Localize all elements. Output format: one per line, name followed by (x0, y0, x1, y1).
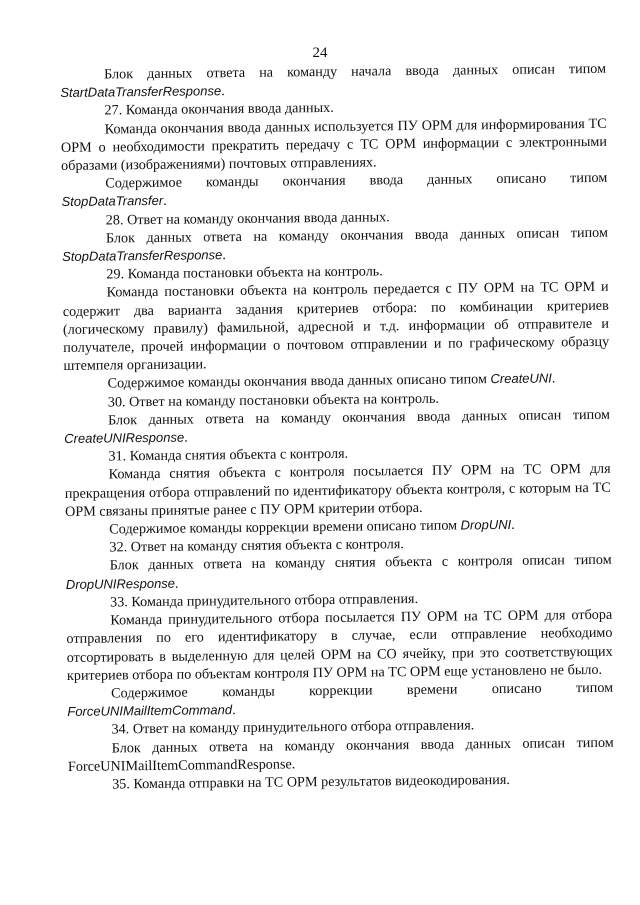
section-heading: 32. Ответ на команду снятия объекта с контроля. (109, 536, 405, 556)
type-name: CreateUNI (490, 370, 552, 387)
section-heading: 31. Команда снятия объекта с контроля. (108, 446, 349, 465)
paragraph: Блок данных ответа на команду окончания ввода данных описан типом (111, 734, 614, 756)
paragraph: Блок данных ответа на команду начала ввода данных описан типом (104, 60, 607, 83)
section-heading: 30. Ответ на команду постановки объекта на контроль. (107, 390, 440, 411)
paragraph: StopDataTransferResponse. (62, 247, 226, 265)
paragraph: DropUNIResponse. (65, 575, 179, 592)
paragraph: StopDataTransfer. (61, 193, 167, 210)
paragraph: Содержимое команды окончания ввода данных описано типом CreateUNI. (107, 370, 556, 392)
type-name: ForceUNIMailItemCommand (67, 702, 233, 720)
type-name: CreateUNIResponse (64, 429, 185, 447)
section-heading: 29. Команда постановки объекта на контроль. (106, 263, 383, 283)
type-name: StopDataTransfer (61, 193, 164, 210)
paragraph: Блок данных ответа на команду окончания ввода данных описан типом (105, 224, 609, 247)
section-heading: 28. Ответ на команду окончания ввода данных. (105, 208, 390, 229)
paragraph: Содержимое команды коррекции времени описано типом (111, 679, 614, 702)
section-heading: 33. Команда принудительного отбора отправления. (109, 590, 419, 611)
paragraph: ForceUNIMailItemCommand. (67, 702, 236, 720)
type-name: DropUNI (460, 516, 512, 533)
page-number: 24 (312, 45, 328, 61)
paragraph: StartDataTransferResponse. (60, 83, 225, 101)
paragraph: CreateUNIResponse. (64, 429, 188, 447)
paragraph: Блок данных ответа на команду снятия объекта с контроля описан типом (109, 552, 612, 574)
document-body (60, 60, 614, 794)
type-name: StartDataTransferResponse (60, 83, 222, 101)
paragraph: Команда постановки объекта на контроль передается с ПУ ОРМ на ТС ОРМ и содержит два варианта задания критериев отбора: по комбинации критериев (логическому правилу) фамильной, адресной и т.д. информации об отправителе и получателе, прочей информации о почтовом отправлении и по графическому образцу штемпеля организации. (62, 279, 610, 375)
section-heading: 27. Команда окончания ввода данных. (104, 100, 334, 119)
section-heading: 35. Команда отправки на ТС ОРМ результатов видеокодирования. (112, 771, 510, 793)
paragraph: Команда принудительного отбора посылается ПУ ОРМ на ТС ОРМ для отбора отправления по его идентификатору в случае, если отправление необходимо отсортировать в выделенную для целей ОРМ на СО ячейку, при это соответствующих критериев отбора по объектам контроля ПУ ОРМ на ТС ОРМ еще установлено не было. (66, 606, 613, 684)
paragraph: ForceUNIMailItemCommandResponse. (67, 756, 296, 775)
section-heading: 34. Ответ на команду принудительного отбора отправления. (111, 717, 475, 738)
paragraph: Команда снятия объекта с контроля посылается ПУ ОРМ на ТС ОРМ для прекращения отбора отправлений по идентификатору объекта контроля, с которым на ТС ОРМ связаны принятые ранее с ПУ ОРМ критерии отбора. (64, 461, 611, 520)
type-name: DropUNIResponse (65, 575, 176, 592)
type-name: StopDataTransferResponse (62, 247, 223, 265)
paragraph: Содержимое команды окончания ввода данных описано типом (105, 170, 608, 192)
paragraph: Содержимое команды коррекции времени описано типом DropUNI. (109, 516, 515, 538)
paragraph: Команда окончания ввода данных используется ПУ ОРМ для информирования ТС ОРМ о необходимости прекратить передачу с ТС ОРМ информации с электронными образами (изображениями) почтовых отправлениях. (60, 115, 607, 175)
type-name: ForceUNIMailItemCommandResponse (67, 756, 292, 775)
paragraph: Блок данных ответа на команду окончания ввода данных описан типом (107, 406, 611, 429)
